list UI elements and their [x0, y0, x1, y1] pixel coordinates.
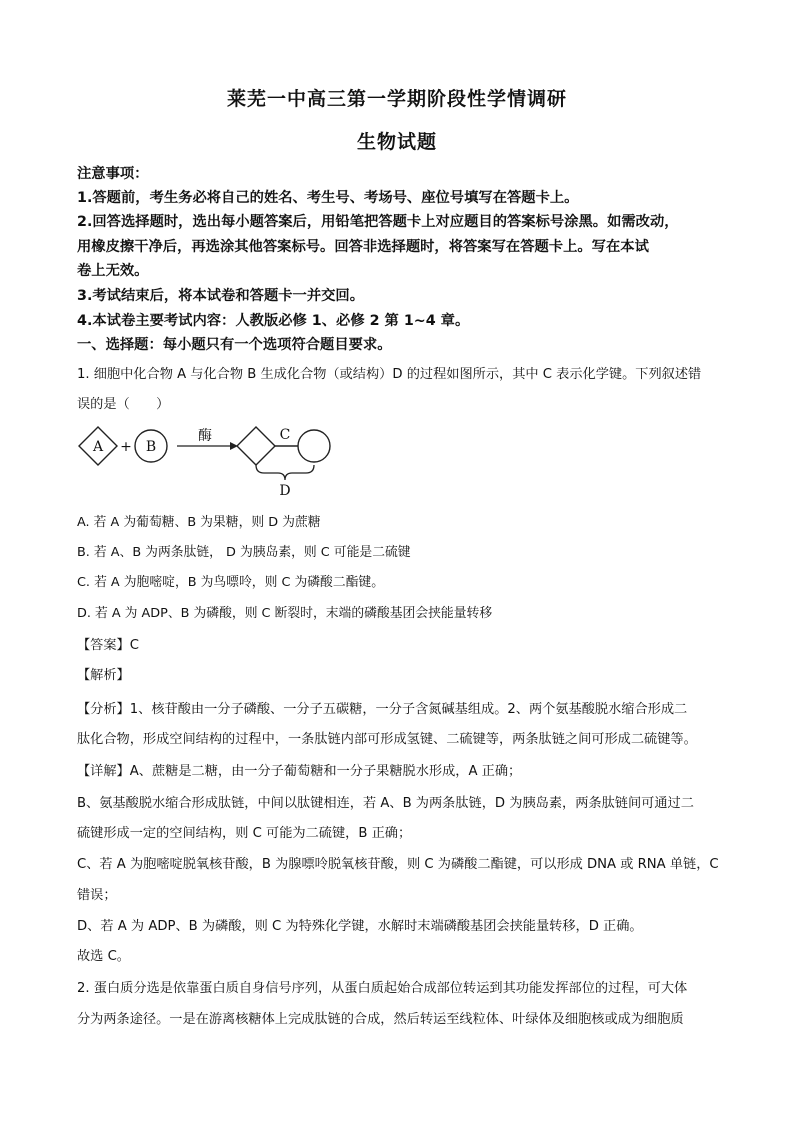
q1-option-c: C. 若 A 为胞嘧啶，B 为鸟嘌呤，则 C 为磷酸二酯键。 — [77, 575, 385, 590]
q1-stem-line-2: 误的是（ ） — [77, 397, 170, 412]
q2-stem-line-1: 2. 蛋白质分选是依靠蛋白质自身信号序列，从蛋白质起始合成部位转运到其功能发挥部位的过程，可大体 — [77, 981, 688, 996]
brace-d — [256, 465, 314, 480]
q1-detail-line-4: C、若 A 为胞嘧啶脱氧核苷酸，B 为腺嘌呤脱氧核苷酸，则 C 为磷酸二酯键，可以形成 DNA 或 RNA 单链，C — [77, 857, 719, 872]
q1-reaction-diagram — [72, 418, 352, 500]
q1-detail-line-5: 错误； — [77, 888, 117, 903]
q1-option-a: A. 若 A 为葡萄糖、B 为果糖，则 D 为蔗糖 — [77, 515, 321, 530]
exam-subtitle: 生物试题 — [356, 131, 437, 153]
plus-sign: + — [120, 439, 132, 455]
q1-analysis-line-2: 肽化合物，形成空间结构的过程中，一条肽链内部可形成氢键、二硫键等，两条肽链之间可形成二硫键等。 — [77, 732, 697, 747]
label-c: C — [279, 427, 291, 443]
q1-detail-line-2: B、氨基酸脱水缩合形成肽链，中间以肽键相连，若 A、B 为两条肽链，D 为胰岛素，两条肽链间可通过二 — [77, 796, 694, 811]
note-1: 1.答题前，考生务必将自己的姓名、考生号、考场号、座位号填写在答题卡上。 — [77, 190, 579, 206]
label-a: A — [92, 439, 104, 455]
product-circle-shape — [298, 430, 330, 462]
q1-option-b: B. 若 A、B 为两条肽链， D 为胰岛素，则 C 可能是二硫键 — [77, 545, 411, 560]
enzyme-label: 酶 — [198, 428, 212, 444]
q1-analysis-line-1: 【分析】1、核苷酸由一分子磷酸、一分子五碳糖，一分子含氮碱基组成。2、两个氨基酸脱水缩合形成二 — [77, 702, 688, 717]
note-3: 3.考试结束后，将本试卷和答题卡一并交回。 — [77, 288, 365, 304]
q2-stem-line-2: 分为两条途径。一是在游离核糖体上完成肽链的合成，然后转运至线粒体、叶绿体及细胞核或成为细胞质 — [77, 1012, 684, 1027]
note-2-line-1: 2.回答选择题时，选出每小题答案后，用铅笔把答题卡上对应题目的答案标号涂黑。如需改动， — [77, 214, 679, 230]
q1-detail-line-1: 【详解】A、蔗糖是二糖，由一分子葡萄糖和一分子果糖脱水形成，A 正确； — [77, 764, 522, 779]
q1-detail-line-3: 硫键形成一定的空间结构，则 C 可能为二硫键，B 正确； — [77, 826, 412, 841]
product-diamond-shape — [237, 427, 275, 465]
q1-stem-line-1: 1. 细胞中化合物 A 与化合物 B 生成化合物（或结构）D 的过程如图所示，其中 C 表示化学键。下列叙述错 — [77, 367, 702, 382]
exam-title: 莱芜一中高三第一学期阶段性学情调研 — [226, 88, 567, 110]
q1-answer: 【答案】C — [77, 638, 139, 653]
note-2-line-2: 用橡皮擦干净后，再选涂其他答案标号。回答非选择题时，将答案写在答题卡上。写在本试 — [77, 239, 649, 255]
q1-option-d: D. 若 A 为 ADP、B 为磷酸，则 C 断裂时，末端的磷酸基团会挟能量转移 — [77, 606, 493, 621]
label-b: B — [145, 439, 157, 455]
q1-analysis-heading: 【解析】 — [77, 668, 130, 683]
q1-conclusion: 故选 C。 — [77, 949, 130, 964]
note-2-line-3: 卷上无效。 — [77, 263, 149, 279]
q1-detail-line-6: D、若 A 为 ADP、B 为磷酸，则 C 为特殊化学键，水解时末端磷酸基团会挟能量转移，D 正确。 — [77, 919, 643, 934]
label-d: D — [279, 483, 291, 499]
note-4: 4.本试卷主要考试内容：人教版必修 1、必修 2 第 1~4 章。 — [77, 313, 470, 329]
section-heading: 一、选择题：每小题只有一个选项符合题目要求。 — [77, 337, 392, 353]
notes-heading: 注意事项： — [77, 166, 149, 182]
